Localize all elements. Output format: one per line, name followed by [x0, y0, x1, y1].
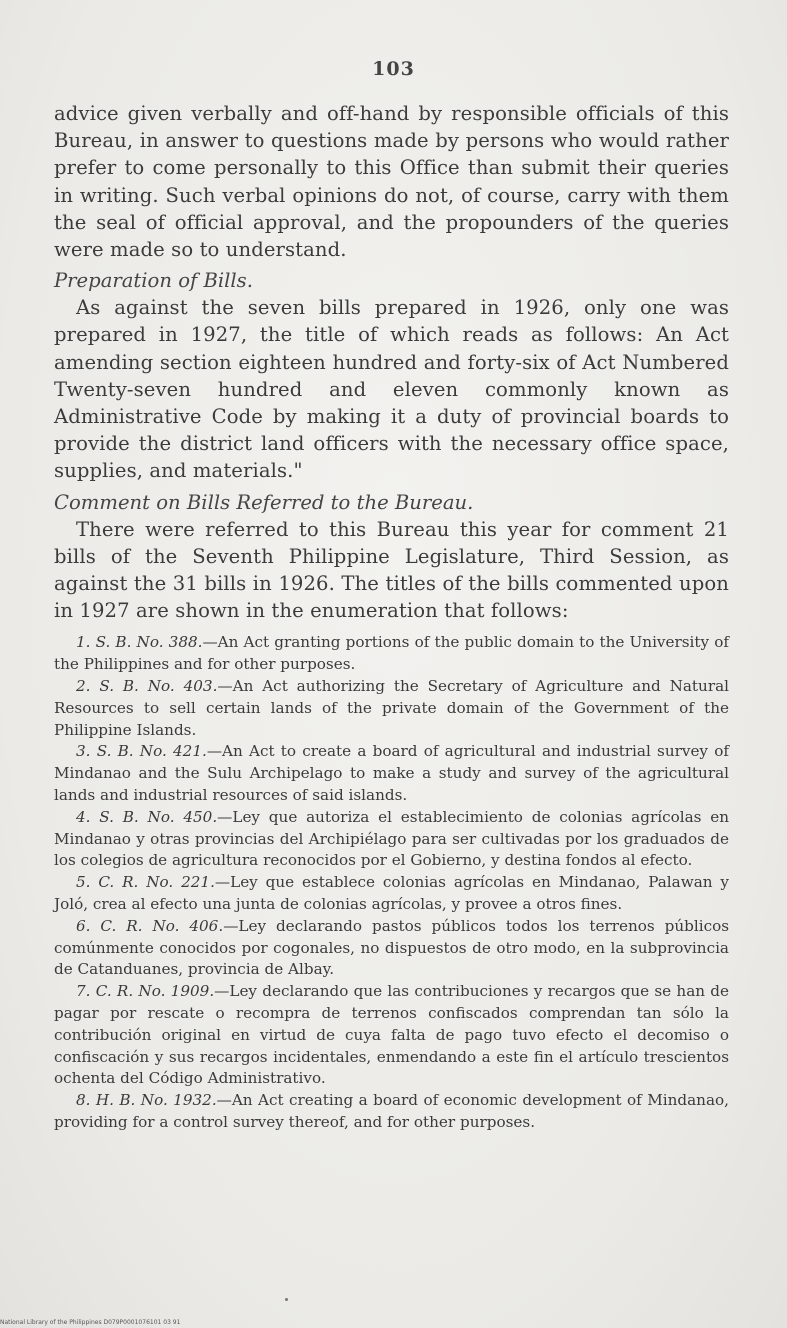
- bill-number: 5. C. R. No. 221.: [76, 873, 215, 892]
- bill-number: 7. C. R. No. 1909.: [76, 982, 215, 1001]
- bill-item: [54, 741, 729, 806]
- bill-item: [54, 872, 729, 916]
- bill-list: [54, 632, 729, 1133]
- bill-item: [54, 916, 729, 981]
- section-text-comment: There were referred to this Bureau this year for comment 21 bills of the Seventh Philippine Legislature, Third Session, as against the 31 bills in 1926. The titles of the bills commented upon in 1927 are shown in the enumeration that follows:: [54, 517, 729, 623]
- bill-item: [54, 632, 729, 676]
- bill-title: —Ley declarando que las contribuciones y recargos que se han de pagar por rescate o recompra de terrenos confiscados comprendan tan sólo la contribución original en virtud de cuya falta de pago tuvo efecto el decomiso o confiscación y sus recargos incidentales, enmendando a este fin el artículo trescientos ochenta del Código Administrativo.: [54, 982, 729, 1088]
- page-number: 103: [372, 58, 415, 80]
- bill-item: [54, 981, 729, 1090]
- intro-paragraph: advice given verbally and off-hand by responsible officials of this Bureau, in answer to questions made by persons who would rather prefer to come personally to this Office than submit their queries in writing. Such verbal opinions do not, of course, carry with them the seal of official approval, and the propounders of the queries were made so to understand.: [54, 102, 729, 262]
- bill-item: [54, 807, 729, 872]
- bill-number: 8. H. B. No. 1932.: [76, 1091, 217, 1110]
- bill-title: —Ley declarando pastos públicos todos los terrenos públicos comúnmente conocidos por cogonales, no dispuestos de otro modo, en la subprovincia de Catanduanes, provincia de Albay.: [54, 916, 730, 979]
- bill-title: —An Act creating a board of economic development of Mindanao, providing for a control survey thereof, and for other purposes.: [54, 1091, 729, 1131]
- bill-title: —An Act to create a board of agricultural and industrial survey of Mindanao and the Sulu Archipelago to make a study and survey of the agricultural lands and industrial resources of said islands.: [54, 742, 729, 805]
- bill-title: —An Act authorizing the Secretary of Agriculture and Natural Resources to sell certain lands of the private domain of the Government of the Philippine Islands.: [54, 677, 729, 739]
- bill-title: —An Act granting portions of the public domain to the University of the Philippines and for other purposes.: [54, 633, 729, 674]
- bill-title: —Ley que establece colonias agrícolas en Mindanao, Palawan y Joló, crea al efecto una junta de colonias agrícolas, y provee a otros fines.: [54, 873, 729, 914]
- scan-footer: National Library of the Philippines D079P0001076101 03 91: [0, 1319, 181, 1326]
- page-body: [54, 100, 729, 1134]
- speck-mark: [285, 1298, 288, 1301]
- section-heading-preparation: Preparation of Bills.: [54, 269, 253, 293]
- section-text-preparation: As against the seven bills prepared in 1926, only one was prepared in 1927, the title of which reads as follows: An Act amending section eighteen hundred and forty-six of Act Numbered Twenty-seven hundred and eleven commonly known as Administrative Code by making it a duty of provincial boards to provide the district land officers with the necessary office space, supplies, and materials.": [54, 296, 729, 483]
- bill-number: 4. S. B. No. 450.: [76, 807, 218, 826]
- bill-number: 3. S. B. No. 421.: [76, 742, 207, 761]
- bill-title: —Ley que autoriza el establecimiento de colonias agrícolas en Mindanao y otras provincias del Archipiélago para ser cultivadas por los graduados de los colegios de agricultura reconocidos por el Gobierno, y destina fondos al efecto.: [54, 807, 729, 870]
- bill-number: 1. S. B. No. 388.: [76, 633, 203, 652]
- section-heading-comment: Comment on Bills Referred to the Bureau.: [54, 490, 474, 514]
- bill-item: [54, 676, 729, 741]
- bill-number: 6. C. R. No. 406.: [76, 916, 224, 935]
- bill-item: [54, 1090, 729, 1134]
- bill-number: 2. S. B. No. 403.: [76, 677, 218, 696]
